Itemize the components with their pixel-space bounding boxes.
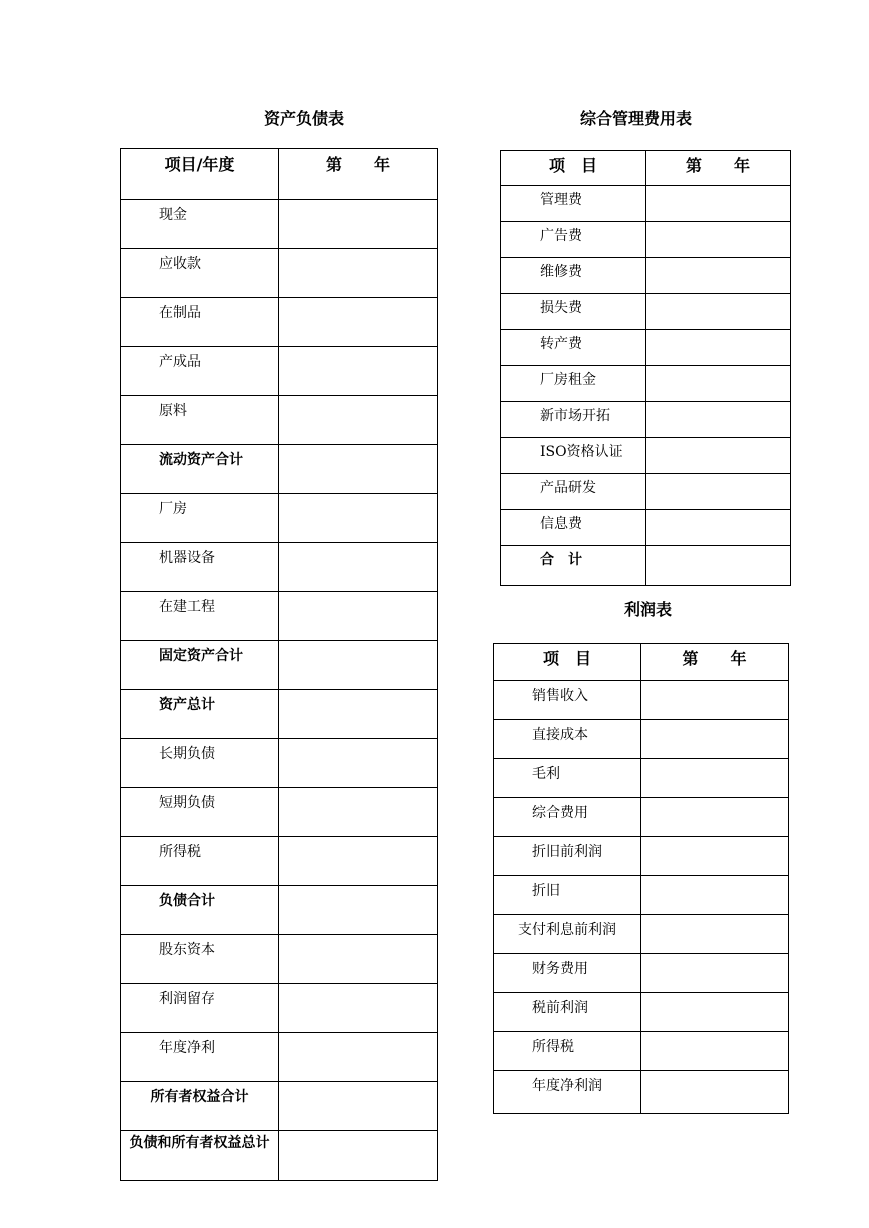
table-row xyxy=(121,396,438,445)
table-row xyxy=(494,798,789,837)
row-label: 在制品 xyxy=(121,298,279,347)
table-row xyxy=(121,347,438,396)
table-row xyxy=(121,739,438,788)
row-value-cell[interactable] xyxy=(279,837,438,886)
row-label: 机器设备 xyxy=(121,543,279,592)
table-row xyxy=(494,1071,789,1114)
row-value-cell[interactable] xyxy=(646,402,791,438)
table-row xyxy=(494,681,789,720)
row-label: 固定资产合计 xyxy=(121,641,279,690)
table-row xyxy=(121,494,438,543)
table-row xyxy=(121,1033,438,1082)
header-year: 第 年 xyxy=(279,149,438,200)
row-value-cell[interactable] xyxy=(641,759,789,798)
row-value-cell[interactable] xyxy=(646,330,791,366)
profit-table xyxy=(493,643,789,1114)
row-value-cell[interactable] xyxy=(279,298,438,347)
row-label: 财务费用 xyxy=(494,954,641,993)
table-row xyxy=(121,249,438,298)
table-header-row xyxy=(501,151,791,186)
row-label: 流动资产合计 xyxy=(121,445,279,494)
row-value-cell[interactable] xyxy=(279,739,438,788)
row-value-cell[interactable] xyxy=(279,543,438,592)
row-label: 合 计 xyxy=(501,546,646,586)
row-label: 负债合计 xyxy=(121,886,279,935)
header-item: 项 目 xyxy=(501,151,646,186)
row-value-cell[interactable] xyxy=(279,200,438,249)
row-label: 长期负债 xyxy=(121,739,279,788)
row-value-cell[interactable] xyxy=(641,954,789,993)
row-value-cell[interactable] xyxy=(279,592,438,641)
table-row xyxy=(121,1082,438,1131)
header-year: 第 年 xyxy=(641,644,789,681)
row-label: 资产总计 xyxy=(121,690,279,739)
balance-sheet-title: 资产负债表 xyxy=(263,109,344,128)
row-label: 管理费 xyxy=(501,186,646,222)
table-header-row xyxy=(121,149,438,200)
row-value-cell[interactable] xyxy=(641,681,789,720)
table-row xyxy=(494,1032,789,1071)
row-label: 年度净利润 xyxy=(494,1071,641,1114)
row-value-cell[interactable] xyxy=(641,798,789,837)
row-value-cell[interactable] xyxy=(279,445,438,494)
row-label: 年度净利 xyxy=(121,1033,279,1082)
row-value-cell[interactable] xyxy=(646,258,791,294)
row-label: 现金 xyxy=(121,200,279,249)
row-value-cell[interactable] xyxy=(279,788,438,837)
row-value-cell[interactable] xyxy=(641,1032,789,1071)
row-label: 新市场开拓 xyxy=(501,402,646,438)
row-label: ISO资格认证 xyxy=(501,438,646,474)
row-value-cell[interactable] xyxy=(279,641,438,690)
row-label: 折旧前利润 xyxy=(494,837,641,876)
table-row xyxy=(494,759,789,798)
row-label: 毛利 xyxy=(494,759,641,798)
table-row xyxy=(121,886,438,935)
table-row xyxy=(494,720,789,759)
table-row xyxy=(121,543,438,592)
row-label: 厂房租金 xyxy=(501,366,646,402)
row-label: 销售收入 xyxy=(494,681,641,720)
row-label: 所得税 xyxy=(494,1032,641,1071)
row-label: 折旧 xyxy=(494,876,641,915)
table-row xyxy=(501,186,791,222)
row-value-cell[interactable] xyxy=(279,1033,438,1082)
row-value-cell[interactable] xyxy=(279,690,438,739)
header-item: 项 目 xyxy=(494,644,641,681)
row-value-cell[interactable] xyxy=(646,474,791,510)
row-label: 股东资本 xyxy=(121,935,279,984)
row-value-cell[interactable] xyxy=(646,546,791,586)
table-row xyxy=(501,294,791,330)
row-label: 信息费 xyxy=(501,510,646,546)
table-row xyxy=(121,445,438,494)
table-row xyxy=(121,788,438,837)
table-row xyxy=(121,935,438,984)
table-row xyxy=(501,258,791,294)
row-label: 产品研发 xyxy=(501,474,646,510)
row-label: 直接成本 xyxy=(494,720,641,759)
row-label: 厂房 xyxy=(121,494,279,543)
row-value-cell[interactable] xyxy=(279,494,438,543)
table-row xyxy=(121,200,438,249)
row-value-cell[interactable] xyxy=(641,1071,789,1114)
row-value-cell[interactable] xyxy=(279,1082,438,1131)
row-label: 所得税 xyxy=(121,837,279,886)
row-value-cell[interactable] xyxy=(641,837,789,876)
table-row xyxy=(121,298,438,347)
table-row xyxy=(121,690,438,739)
balance-sheet-table xyxy=(120,148,438,1181)
row-value-cell[interactable] xyxy=(646,438,791,474)
table-row xyxy=(501,330,791,366)
row-value-cell[interactable] xyxy=(279,249,438,298)
row-label: 在建工程 xyxy=(121,592,279,641)
row-label: 广告费 xyxy=(501,222,646,258)
table-row xyxy=(494,993,789,1032)
row-value-cell[interactable] xyxy=(641,915,789,954)
table-row xyxy=(501,438,791,474)
row-label: 损失费 xyxy=(501,294,646,330)
row-value-cell[interactable] xyxy=(279,396,438,445)
table-row xyxy=(501,474,791,510)
row-value-cell[interactable] xyxy=(646,222,791,258)
row-value-cell[interactable] xyxy=(279,1131,438,1181)
row-value-cell[interactable] xyxy=(646,510,791,546)
header-year: 第 年 xyxy=(646,151,791,186)
row-label: 产成品 xyxy=(121,347,279,396)
row-value-cell[interactable] xyxy=(279,886,438,935)
row-value-cell[interactable] xyxy=(641,876,789,915)
admin-expense-table xyxy=(500,150,791,586)
row-label: 维修费 xyxy=(501,258,646,294)
row-label: 转产费 xyxy=(501,330,646,366)
table-row xyxy=(494,837,789,876)
row-label: 短期负债 xyxy=(121,788,279,837)
row-value-cell[interactable] xyxy=(641,993,789,1032)
table-row xyxy=(501,546,791,586)
row-value-cell[interactable] xyxy=(646,294,791,330)
profit-sheet-title: 利润表 xyxy=(623,600,672,619)
row-label: 综合费用 xyxy=(494,798,641,837)
table-row xyxy=(121,984,438,1033)
row-label: 应收款 xyxy=(121,249,279,298)
row-value-cell[interactable] xyxy=(641,720,789,759)
row-label: 支付利息前利润 xyxy=(494,915,641,954)
admin-expense-sheet-title: 综合管理费用表 xyxy=(579,109,692,128)
row-value-cell[interactable] xyxy=(646,366,791,402)
row-label: 利润留存 xyxy=(121,984,279,1033)
table-row xyxy=(494,915,789,954)
table-row xyxy=(501,366,791,402)
table-row xyxy=(494,954,789,993)
row-value-cell[interactable] xyxy=(279,347,438,396)
table-row xyxy=(121,641,438,690)
row-label: 税前利润 xyxy=(494,993,641,1032)
table-row xyxy=(501,402,791,438)
header-item-year: 项目/年度 xyxy=(121,149,279,200)
row-value-cell[interactable] xyxy=(646,186,791,222)
row-label: 原料 xyxy=(121,396,279,445)
row-value-cell[interactable] xyxy=(279,935,438,984)
table-header-row xyxy=(494,644,789,681)
table-row xyxy=(501,510,791,546)
row-label: 负债和所有者权益总计 xyxy=(121,1131,279,1181)
row-label: 所有者权益合计 xyxy=(121,1082,279,1131)
table-row xyxy=(501,222,791,258)
row-value-cell[interactable] xyxy=(279,984,438,1033)
table-row xyxy=(121,837,438,886)
table-row xyxy=(494,876,789,915)
table-row xyxy=(121,1131,438,1181)
table-row xyxy=(121,592,438,641)
